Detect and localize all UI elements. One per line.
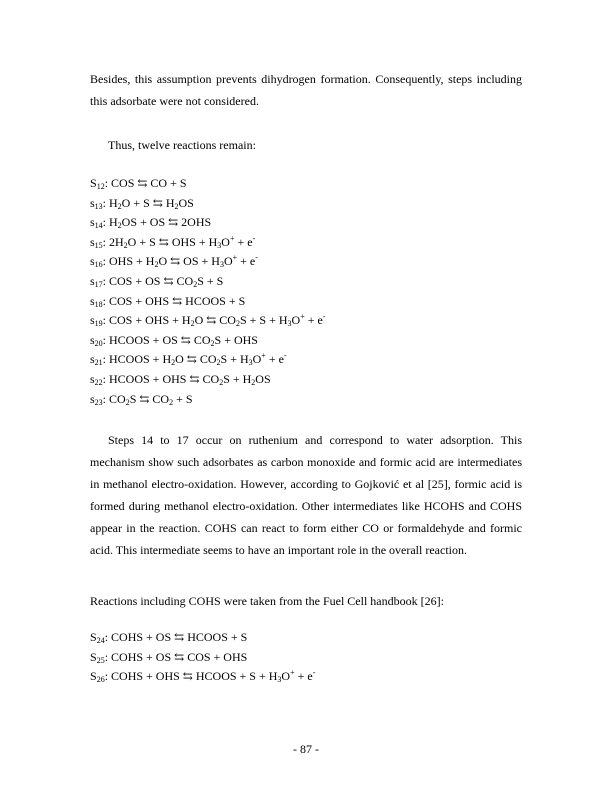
reaction-equation: $S_{24}$: COHS + OS ⇆ HCOOS + S <box>90 630 248 645</box>
reaction-equation: $s_{15}$: $2H_2O + S$ ⇆ OHS + $H_3O^+ + e^-$ <box>90 233 256 250</box>
reaction-equation: $s_{22}$: HCOOS + OHS ⇆ $CO_2S + H_2OS$ <box>90 371 271 387</box>
paragraph-steps-discussion: Steps 14 to 17 occur on ruthenium and correspond to water adsorption. This mechanism show such adsorbates as carbon monoxide and formic acid are intermediates in methanol electro-oxidation. However, according to Gojković et al [25], formic acid is formed during methanol electro-oxidation. Other intermediates like HCOHS and COHS appear in the reaction. COHS can react to form either CO or formaldehyde and formic acid. This intermediate seems to have an important role in the overall reaction. <box>90 433 522 557</box>
reaction-equation: $S_{25}$: COHS + OS ⇆ COS + OHS <box>90 649 248 665</box>
reaction-equation: $s_{14}$: $H_2OS$ + OS ⇆ 2OHS <box>90 215 212 231</box>
reaction-equation: $s_{17}$: COS + OS ⇆ $CO_2S + S$ <box>90 273 224 289</box>
reaction-equation: $s_{20}$: HCOOS + OS ⇆ $CO_2S$ + OHS <box>90 332 258 348</box>
reaction-equation: $s_{19}$: COS + OHS + $H_2O$ ⇆ $CO_2S + S + H_3O^+ + e^-$ <box>90 312 326 329</box>
reaction-equation: $s_{13}$: $H_2O + S$ ⇆ $H_2OS$ <box>90 195 194 211</box>
paragraph-dihydrogen-assumption: Besides, this assumption prevents dihydrogen formation. Consequently, steps including this adsorbate were not considered. <box>90 72 522 108</box>
reaction-equation: $s_{23}$: $CO_2S$ ⇆ $CO_2 + S$ <box>90 391 193 407</box>
reaction-list-s24-s26 <box>90 628 530 687</box>
reaction-list-s12-s23 <box>90 174 530 409</box>
page-number: - 87 - <box>293 742 319 756</box>
reaction-equation: $s_{16}$: OHS + $H_2O$ ⇆ OS + $H_3O^+ + e^-$ <box>90 253 258 270</box>
reaction-equation: $s_{18}$: COS + OHS ⇆ HCOOS + S <box>90 293 246 309</box>
paragraph-twelve-reactions-intro: Thus, twelve reactions remain: <box>108 138 256 152</box>
reaction-equation: $S_{26}$: COHS + OHS ⇆ HCOOS + $S + H_3O^+ + e^-$ <box>90 668 316 685</box>
reaction-equation: $S_{12}$: COS ⇆ CO + S <box>90 176 187 191</box>
reaction-equation: $s_{21}$: HCOOS + $H_2O$ ⇆ $CO_2S + H_3O^+ + e^-$ <box>90 351 287 368</box>
paragraph-cohs-reactions-intro: Reactions including COHS were taken from the Fuel Cell handbook [26]: <box>90 594 444 608</box>
